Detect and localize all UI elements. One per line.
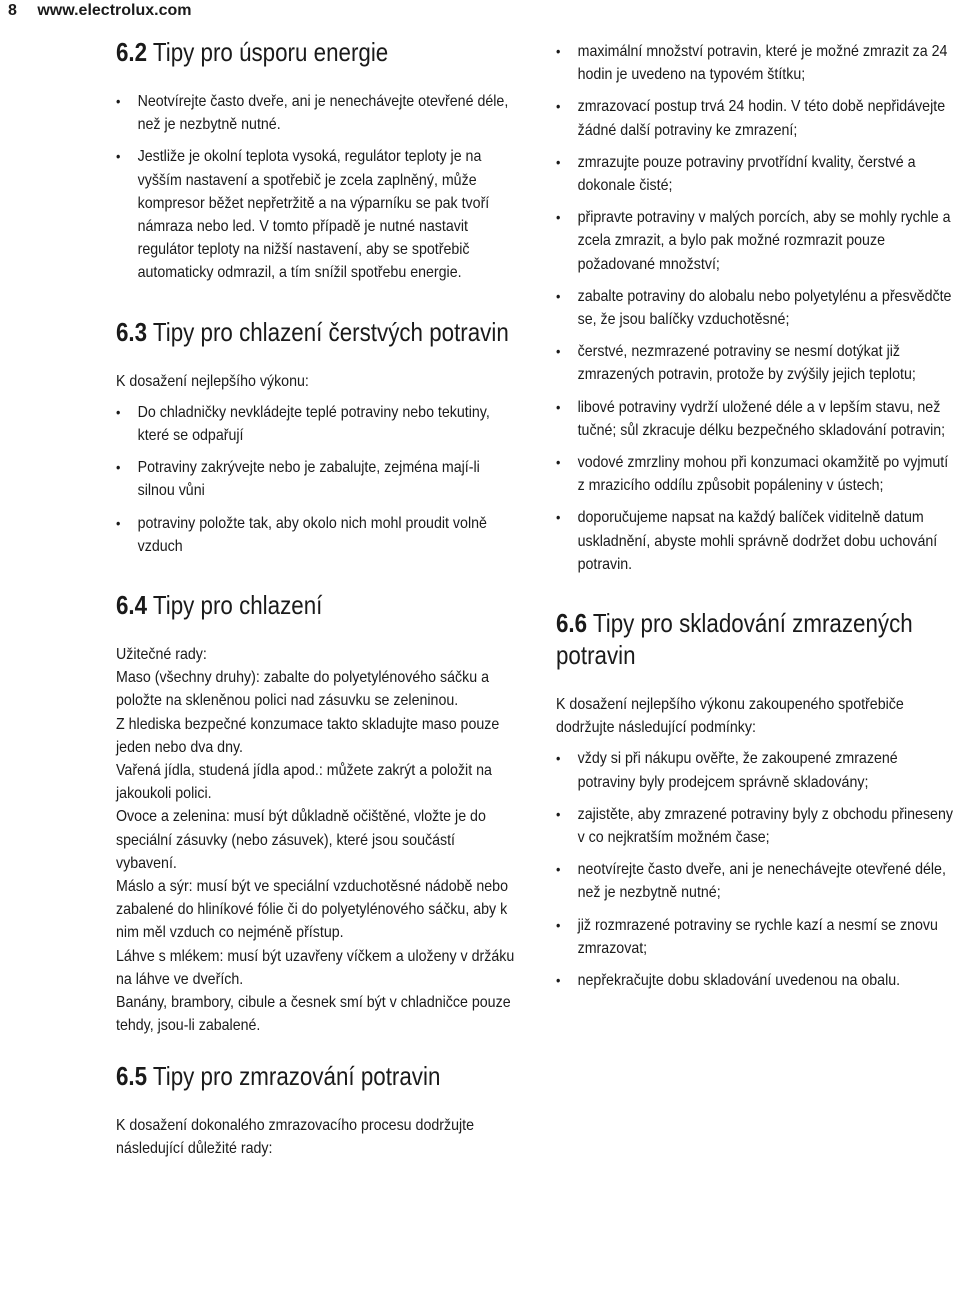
section-number: 6.5 [116,1060,148,1091]
section-heading-6-6 [556,607,955,671]
list-item: • zmrazovací postup trvá 24 hodin. V této době nepřidávejte žádné další potraviny ke zmrazení; [556,95,956,141]
section-intro: K dosažení dokonalého zmrazovacího procesu dodržujte následující důležité rady: [116,1116,475,1157]
list-item: • Jestliže je okolní teplota vysoká, regulátor teploty je na vyšším nastavení a spotřebič je zcela zaplněný, může kompresor běžet nepřetržitě a na výparníku se pak tvoří námraza nebo led. V tomto případě je nutné nastavit regulátor teploty na nižší nastavení, aby se spotřebič automaticky odmrazil, a tím snížil spotřebu energie. [116,145,516,284]
section-intro: K dosažení nejlepšího výkonu: [116,372,309,390]
section-heading-6-4 [116,589,515,621]
section-title: Tipy pro chlazení čerstvých potravin [152,316,509,347]
paragraph: Máslo a sýr: musí být ve speciální vzduchotěsné nádobě nebo zabalené do hliníkové fólie či do polyetylénového sáčku, aby k nim měl vzduch co nejméně přístup. [116,878,508,942]
list-item: • vodové zmrzliny mohou při konzumaci okamžitě po vyjmutí z mrazicího oddílu způsobit popáleniny v ústech; [556,451,956,497]
list-item: • zmrazujte pouze potraviny prvotřídní kvality, čerstvé a dokonale čisté; [556,151,956,197]
paragraph: Ovoce a zelenina: musí být důkladně očištěné, vložte je do speciální zásuvky (nebo zásuvek), které jsou součástí vybavení. [116,808,486,872]
section-number: 6.4 [116,590,148,621]
section-title: Tipy pro úsporu energie [152,37,389,67]
paragraph: Užitečné rady: [116,646,207,664]
section-intro: K dosažení nejlepšího výkonu zakoupeného spotřebiče dodržujte následující podmínky: [556,696,904,737]
list-item: • vždy si při nákupu ověřte, že zakoupené zmrazené potraviny byly prodejcem správně skladovány; [556,747,956,793]
section-heading-6-5 [116,1060,515,1092]
section-title: Tipy pro skladování zmrazených potravin [556,608,913,671]
paragraph: Z hlediska bezpečné konzumace takto skladujte maso pouze jeden nebo dva dny. [116,715,500,756]
list-item: • Do chladničky nevkládejte teplé potraviny nebo tekutiny, které se odpařují [116,401,516,447]
cooling-tips-text [116,643,516,1037]
site-url: www.electrolux.com [37,2,192,19]
paragraph: Láhve s mlékem: musí být uzavřeny víčkem a uloženy v držáku na láhve ve dveřích. [116,947,515,988]
list-item: • potraviny položte tak, aby okolo nich mohl proudit volně vzduch [116,512,516,558]
section-number: 6.3 [116,316,148,347]
fresh-food-tips-list [116,401,516,558]
paragraph: Vařená jídla, studená jídla apod.: můžete zakrýt a položit na jakoukoli polici. [116,762,492,803]
list-item: • zajistěte, aby zmrazené potraviny byly z obchodu přineseny v co nejkratším možném čase; [556,803,956,849]
list-item: • neotvírejte často dveře, ani je nenechávejte otevřené déle, než je nezbytně nutné; [556,858,956,904]
right-column [556,40,956,1001]
list-item: • již rozmrazené potraviny se rychle kazí a nesmí se znovu zmrazovat; [556,914,956,960]
section-heading-6-2 [116,36,515,68]
section-number: 6.2 [116,37,148,67]
list-item: • doporučujeme napsat na každý balíček viditelně datum uskladnění, abyste mohli správně dodržet dobu uchování potravin. [556,506,956,576]
section-heading-6-3 [116,316,515,348]
list-item: • nepřekračujte dobu skladování uvedenou na obalu. [556,969,956,992]
list-item: • libové potraviny vydrží uložené déle a v lepším stavu, než tučné; sůl zkracuje délku bezpečného skladování potravin; [556,396,956,442]
section-number: 6.6 [556,608,588,639]
frozen-storage-tips-list [556,747,956,992]
page-header [8,0,191,26]
list-item: • Potraviny zakrývejte nebo je zabalujte, zejména mají-li silnou vůni [116,456,516,502]
list-item: • Neotvírejte často dveře, ani je nenechávejte otevřené déle, než je nezbytně nutné. [116,90,516,136]
freezing-tips-list [556,40,956,576]
list-item: • maximální množství potravin, které je možné zmrazit za 24 hodin je uvedeno na typovém štítku; [556,40,956,86]
energy-tips-list [116,90,516,285]
section-title: Tipy pro chlazení [152,590,323,621]
left-column [116,36,516,1160]
list-item: • zabalte potraviny do alobalu nebo polyetylénu a přesvědčte se, že jsou balíčky vzduchotěsné; [556,285,956,331]
list-item: • čerstvé, nezmrazené potraviny se nesmí dotýkat již zmrazených potravin, protože by zvýšily jejich teplotu; [556,340,956,386]
page-number: 8 [8,2,17,19]
section-title: Tipy pro zmrazování potravin [152,1060,441,1091]
paragraph: Banány, brambory, cibule a česnek smí být v chladničce pouze tehdy, jsou-li zabalené. [116,994,511,1035]
list-item: • připravte potraviny v malých porcích, aby se mohly rychle a zcela zmrazit, a bylo pak možné rozmrazit pouze požadované množství; [556,206,956,276]
paragraph: Maso (všechny druhy): zabalte do polyetylénového sáčku a položte na skleněnou polici nad zásuvku se zeleninou. [116,669,490,710]
